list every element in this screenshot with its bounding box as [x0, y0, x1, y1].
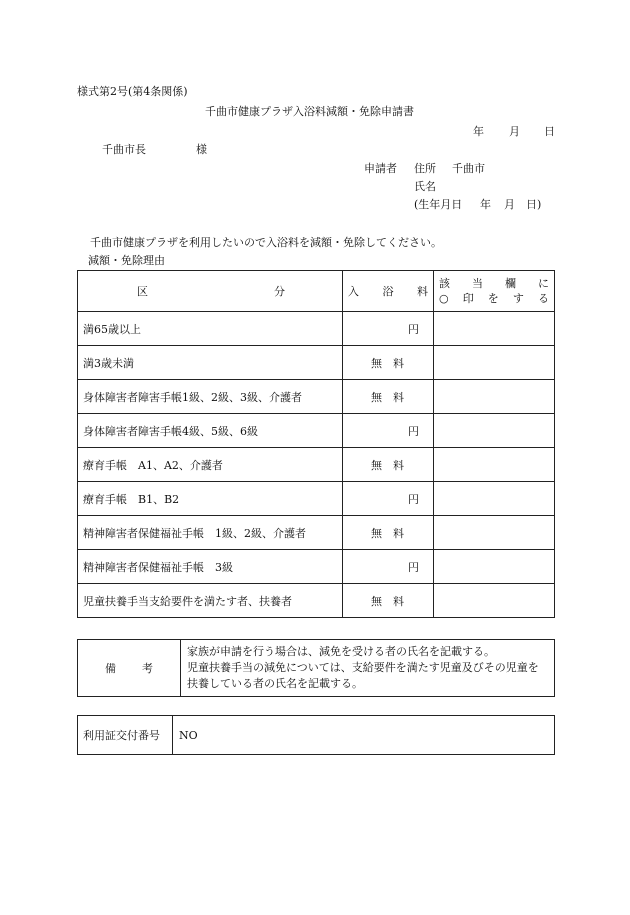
form-title: 千曲市健康プラザ入浴料減額・免除申請書: [205, 105, 414, 118]
row-category: 精神障害者保健福祉手帳 3級: [78, 550, 343, 584]
remarks-content: [181, 640, 555, 697]
row-category: 児童扶養手当支給要件を満たす者、扶養者: [78, 584, 343, 618]
row-fee: 円: [343, 550, 434, 584]
reason-table: [77, 270, 555, 618]
header-mark-ch: を: [487, 292, 499, 305]
header-fee-a: 入: [348, 285, 359, 298]
row-category: 療育手帳 A1、A2、介護者: [78, 448, 343, 482]
card-number-field[interactable]: NO: [173, 716, 555, 755]
name-label: 氏名: [414, 180, 436, 193]
row-mark-cell[interactable]: [434, 482, 555, 516]
applicant-label: 申請者: [364, 162, 397, 175]
address-value: 千曲市: [452, 162, 485, 175]
row-mark-cell[interactable]: [434, 516, 555, 550]
section-label: 減額・免除理由: [88, 254, 165, 267]
row-mark-cell[interactable]: [434, 550, 555, 584]
row-mark-cell[interactable]: [434, 448, 555, 482]
table-row: [78, 448, 555, 482]
date-year-label: 年: [473, 125, 484, 138]
row-fee: 無 料: [343, 346, 434, 380]
birth-month-label: 月: [504, 198, 515, 211]
table-row: [78, 414, 555, 448]
header-mark-ch: に: [538, 277, 549, 290]
row-category: 精神障害者保健福祉手帳 1級、2級、介護者: [78, 516, 343, 550]
header-mark-circle: ○: [439, 292, 449, 305]
header-mark: [434, 271, 555, 312]
header-mark-ch: す: [512, 292, 524, 305]
row-fee: 無 料: [343, 516, 434, 550]
card-number-label: 利用証交付番号: [78, 716, 173, 755]
header-category-a: 区: [137, 285, 148, 298]
header-fee: [343, 271, 434, 312]
remarks-table: [77, 639, 555, 697]
remarks-line-family: 家族が申請を行う場合は、減免を受ける者の氏名を記載する。: [187, 645, 495, 658]
remarks-line-child-support: 児童扶養手当の減免については、支給要件を満たす児童及びその児童を扶養している者の氏名を記載する。: [187, 661, 539, 690]
addressee: 千曲市長: [102, 143, 146, 156]
row-fee: 無 料: [343, 448, 434, 482]
header-category: [78, 271, 343, 312]
row-category: 満3歳未満: [78, 346, 343, 380]
address-label: 住所: [414, 162, 436, 175]
date-month-label: 月: [509, 125, 520, 138]
row-fee: 円: [343, 414, 434, 448]
honorific: 様: [196, 143, 207, 156]
header-fee-b: 浴: [382, 285, 394, 298]
request-statement: 千曲市健康プラザを利用したいので入浴料を減額・免除してください。: [90, 236, 442, 249]
row-fee: 円: [343, 312, 434, 346]
birth-day-label: 日): [526, 198, 542, 211]
row-mark-cell[interactable]: [434, 312, 555, 346]
remarks-label: [78, 640, 181, 697]
row-category: 身体障害者障害手帳4級、5級、6級: [78, 414, 343, 448]
row-fee: 円: [343, 482, 434, 516]
row-category: 満65歳以上: [78, 312, 343, 346]
row-category: 身体障害者障害手帳1級、2級、3級、介護者: [78, 380, 343, 414]
table-row: [78, 584, 555, 618]
row-fee: 無 料: [343, 380, 434, 414]
birthdate-label: (生年月日: [414, 198, 463, 211]
row-fee: 無 料: [343, 584, 434, 618]
header-mark-ch: 該: [439, 277, 450, 290]
row-mark-cell[interactable]: [434, 380, 555, 414]
table-header-row: [78, 271, 555, 312]
header-mark-ch: 印: [462, 292, 474, 305]
table-row: [78, 380, 555, 414]
header-fee-c: 料: [417, 285, 428, 298]
row-mark-cell[interactable]: [434, 584, 555, 618]
header-mark-ch: る: [537, 292, 549, 305]
header-mark-ch: 欄: [505, 277, 516, 290]
header-mark-ch: 当: [472, 277, 483, 290]
birth-year-label: 年: [480, 198, 491, 211]
table-row: [78, 312, 555, 346]
row-mark-cell[interactable]: [434, 414, 555, 448]
table-row: [78, 550, 555, 584]
card-number-table: [77, 715, 555, 755]
form-number: 様式第2号(第4条関係): [77, 85, 188, 98]
table-row: [78, 482, 555, 516]
remarks-label-b: 考: [142, 662, 153, 675]
remarks-label-a: 備: [105, 662, 116, 675]
date-day-label: 日: [544, 125, 555, 138]
header-category-b: 分: [274, 285, 285, 298]
table-row: [78, 346, 555, 380]
row-mark-cell[interactable]: [434, 346, 555, 380]
table-row: [78, 516, 555, 550]
row-category: 療育手帳 B1、B2: [78, 482, 343, 516]
